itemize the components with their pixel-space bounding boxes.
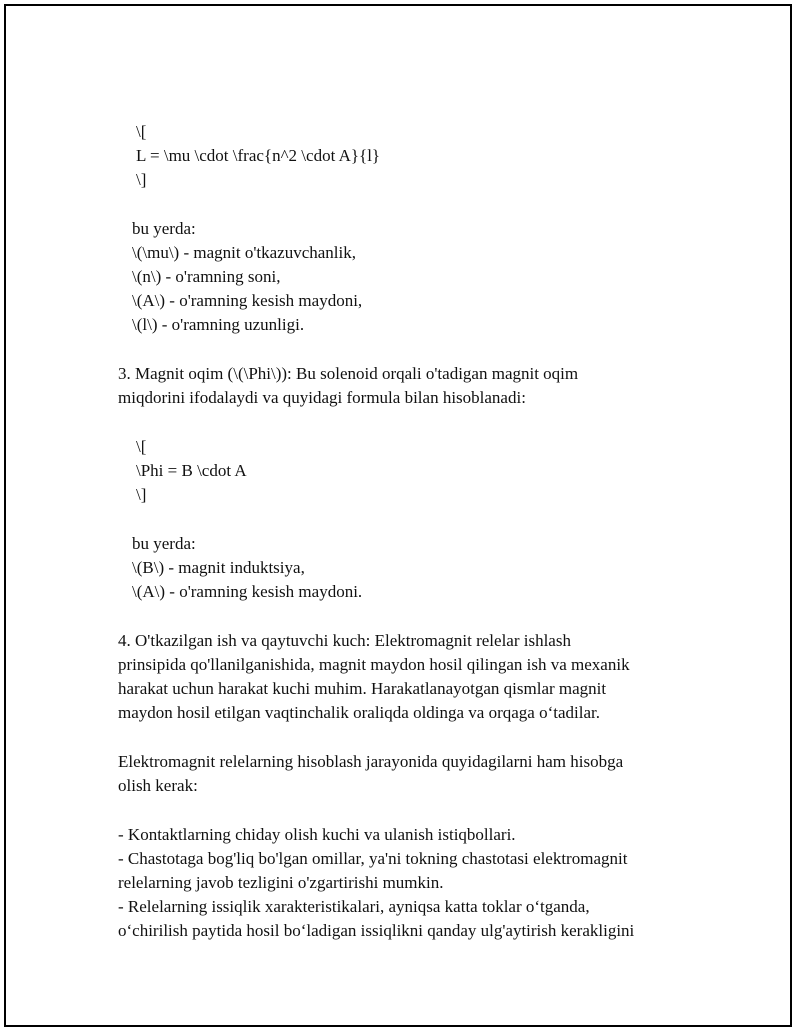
formula-open-bracket: \[ (136, 122, 147, 141)
flux-formula: \Phi = B \cdot A (136, 461, 247, 480)
paragraph-line: prinsipida qo'llanilganishida, magnit maydon hosil qilingan ish va mexanik (118, 655, 630, 674)
paragraph-line: olish kerak: (118, 776, 198, 795)
bullet-line: - Relelarning issiqlik xarakteristikalari, ayniqsa katta toklar o‘tganda, (118, 897, 590, 916)
where-label: bu yerda: (132, 534, 196, 553)
document-page (4, 4, 792, 1027)
bullet-line: - Kontaktlarning chiday olish kuchi va ulanish istiqbollari. (118, 825, 516, 844)
section-3-heading: 3. Magnit oqim (\(\Phi\)): Bu solenoid orqali o'tadigan magnit oqim (118, 364, 579, 383)
bullet-continuation: relelarning javob tezligini o'zgartirishi mumkin. (118, 873, 444, 892)
definition-line: \(n\) - o'ramning soni, (132, 267, 281, 286)
definition-line: \(A\) - o'ramning kesish maydoni, (132, 291, 363, 310)
where-label: bu yerda: (132, 219, 196, 238)
section-4-heading: 4. O'tkazilgan ish va qaytuvchi kuch: Elektromagnit relelar ishlash (118, 631, 571, 650)
definition-line: \(l\) - o'ramning uzunligi. (132, 315, 305, 334)
definition-line: \(\mu\) - magnit o'tkazuvchanlik, (132, 243, 357, 262)
formula-close-bracket: \] (136, 170, 147, 189)
definition-line: \(B\) - magnit induktsiya, (132, 558, 305, 577)
paragraph-line: miqdorini ifodalaydi va quyidagi formula bilan hisoblanadi: (118, 388, 526, 407)
definition-line: \(A\) - o'ramning kesish maydoni. (132, 582, 363, 601)
inductance-formula: L = \mu \cdot \frac{n^2 \cdot A}{l} (136, 146, 381, 165)
bullet-continuation: o‘chirilish paytida hosil bo‘ladigan issiqlikni qanday ulg'aytirish kerakligini (118, 921, 635, 940)
paragraph-line: harakat uchun harakat kuchi muhim. Harakatlanayotgan qismlar magnit (118, 679, 607, 698)
formula-close-bracket: \] (136, 485, 147, 504)
paragraph-line: maydon hosil etilgan vaqtinchalik oraliqda oldinga va orqaga o‘tadilar. (118, 703, 601, 722)
bullet-line: - Chastotaga bog'liq bo'lgan omillar, ya'ni tokning chastotasi elektromagnit (118, 849, 628, 868)
formula-open-bracket: \[ (136, 437, 147, 456)
paragraph-line: Elektromagnit relelarning hisoblash jarayonida quyidagilarni ham hisobga (118, 752, 624, 771)
